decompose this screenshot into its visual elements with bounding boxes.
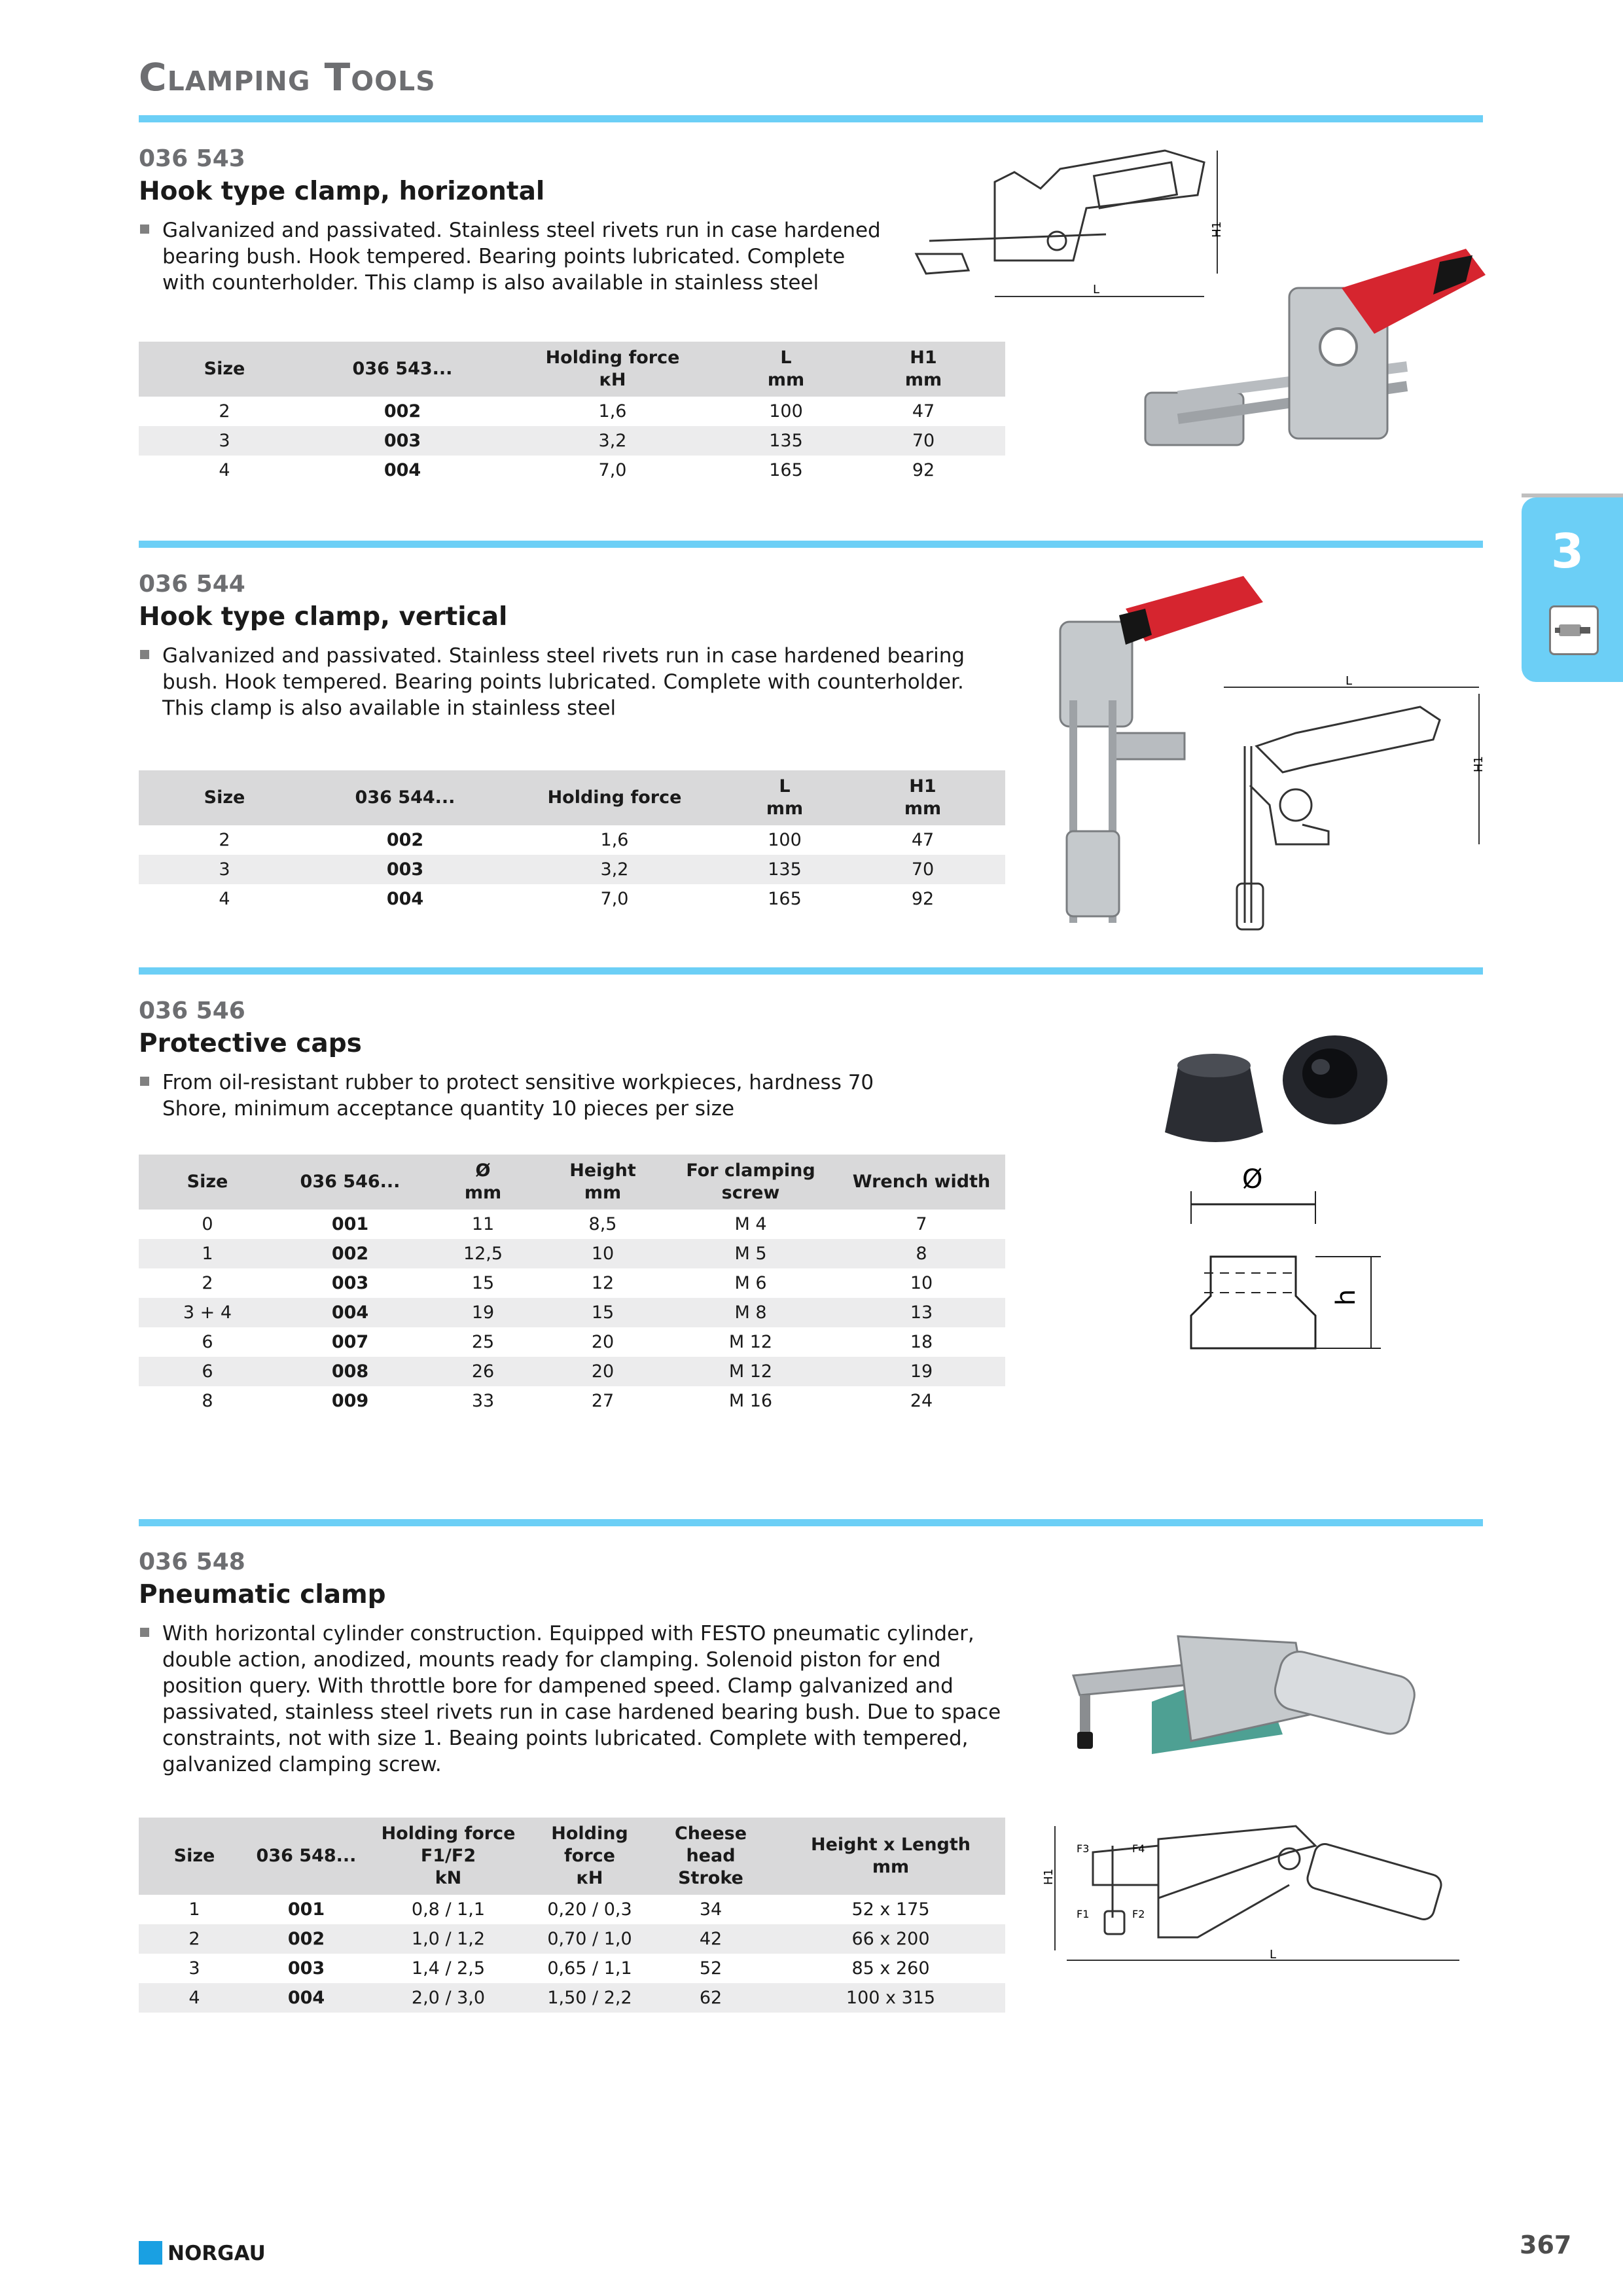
table-cell: 26 — [424, 1357, 542, 1386]
brand-logo-mark — [139, 2241, 162, 2265]
table-cell: M 5 — [664, 1239, 838, 1268]
column-header: Holding force кН — [495, 342, 730, 397]
table-cell: 009 — [331, 1391, 369, 1411]
dimension-label-l: L — [1093, 283, 1100, 296]
table-cell: 008 — [276, 1357, 424, 1386]
table-cell: 12 — [591, 1273, 615, 1293]
table-row — [139, 1327, 1005, 1357]
column-header: 036 546... — [276, 1155, 424, 1210]
protective-cap-drawing — [1178, 1165, 1394, 1361]
table-cell: 20 — [591, 1332, 615, 1352]
pneumatic-clamp-drawing — [1041, 1813, 1472, 1983]
brand-logo-text: NORGAU — [168, 2242, 266, 2265]
table-cell: 004 — [386, 889, 424, 909]
table-cell: 4 — [139, 1983, 250, 2013]
column-header: 036 543... — [310, 342, 495, 397]
column-header: Cheese head Stroke — [645, 1818, 776, 1895]
table-cell: 85 x 260 — [851, 1958, 930, 1979]
dimension-label-h1: H1 — [1472, 756, 1486, 772]
table-cell: M 4 — [734, 1214, 767, 1234]
table-cell: 0,65 / 1,1 — [547, 1958, 632, 1979]
description-text: With horizontal cylinder construction. Equipped with FESTO pneumatic cylinder, double action, anodized, mounts ready for clamping. Solenoid piston for end position query. With throttle bore for dampened speed. Clamp galvanized and passivated, stainless steel rivets run in case hardened bearing bush. Due to space constraints, not with size 1. Beaing points lubricated. Complete with tempered, galvanized clamping screw. — [162, 1622, 1001, 1776]
spec-table — [139, 1818, 1005, 2013]
column-header: Size — [139, 770, 310, 825]
table-row — [139, 1357, 1005, 1386]
bullet-icon — [140, 1077, 149, 1086]
product-description — [140, 1069, 928, 1122]
table-cell: 19 — [424, 1298, 542, 1327]
table-cell: 1,4 / 2,5 — [411, 1958, 486, 1979]
table-cell: M 8 — [664, 1298, 838, 1327]
column-header: Height x Length mm — [776, 1818, 1005, 1895]
article-code: 036 543 — [139, 145, 245, 172]
table-cell: 004 — [383, 460, 421, 480]
column-header: Size — [139, 1155, 276, 1210]
table-cell: 34 — [699, 1899, 722, 1920]
table-cell: 15 — [471, 1273, 495, 1293]
column-header: H1 mm — [840, 770, 1005, 825]
table-cell: 12,5 — [424, 1239, 542, 1268]
column-header: 036 544... — [310, 770, 500, 825]
column-header: Holding force — [500, 770, 729, 825]
product-description — [140, 1621, 1020, 1778]
table-row — [139, 426, 1005, 456]
column-header: Height mm — [542, 1155, 664, 1210]
page-title: Clamping Tools — [139, 55, 436, 99]
dimension-label-l: L — [1346, 674, 1353, 688]
column-header: Wrench width — [838, 1155, 1005, 1210]
table-cell: 10 — [542, 1239, 664, 1268]
force-label-f3: F3 — [1077, 1842, 1090, 1855]
vertical-clamp-drawing — [1217, 674, 1492, 949]
table-cell: 8 — [202, 1391, 213, 1411]
bullet-icon — [140, 650, 149, 659]
product-description — [140, 217, 889, 296]
table-cell: 70 — [842, 426, 1005, 456]
spec-table — [139, 342, 1005, 485]
table-cell: 18 — [910, 1332, 933, 1352]
table-cell: 003 — [287, 1958, 325, 1979]
table-cell: 1 — [139, 1239, 276, 1268]
table-cell: 11 — [471, 1214, 495, 1234]
table-cell: 0,20 / 0,3 — [547, 1899, 632, 1920]
table-cell: 002 — [383, 401, 421, 422]
page-number: 367 — [1520, 2231, 1572, 2259]
table-cell: 10 — [910, 1273, 933, 1293]
table-cell: 8 — [838, 1239, 1005, 1268]
table-cell: 33 — [471, 1391, 495, 1411]
section-divider — [139, 967, 1483, 975]
table-cell: 1,6 — [600, 830, 629, 850]
table-row — [139, 884, 1005, 914]
table-cell: 4 — [219, 460, 230, 480]
description-text: From oil-resistant rubber to protect sensitive workpieces, hardness 70 Shore, minimum acceptance quantity 10 pieces per size — [162, 1071, 874, 1121]
force-label-f1: F1 — [1077, 1908, 1090, 1920]
product-title: Hook type clamp, horizontal — [139, 177, 545, 206]
table-cell: 92 — [912, 460, 935, 480]
table-cell: M 12 — [728, 1332, 773, 1352]
table-cell: 2 — [202, 1273, 213, 1293]
column-header: L mm — [729, 770, 840, 825]
table-cell: 3,2 — [500, 855, 729, 884]
table-row — [139, 397, 1005, 426]
table-cell: 2 — [219, 401, 230, 422]
dimension-label-h1: H1 — [1042, 1869, 1056, 1885]
spec-table — [139, 1155, 1005, 1416]
description-text: Galvanized and passivated. Stainless steel rivets run in case hardened bearing bush. Hook tempered. Bearing points lubricated. Complete with counterholder. This clamp is also available in stainless steel — [162, 644, 965, 720]
table-cell: 4 — [219, 889, 230, 909]
table-cell: 002 — [386, 830, 424, 850]
table-cell: 7 — [916, 1214, 927, 1234]
table-cell: 3,2 — [495, 426, 730, 456]
table-cell: 3 — [188, 1958, 200, 1979]
column-header: L mm — [730, 342, 842, 397]
table-header-row — [139, 1155, 1005, 1210]
table-cell: 135 — [729, 855, 840, 884]
table-cell: 0 — [202, 1214, 213, 1234]
table-cell: 003 — [310, 426, 495, 456]
table-cell: 007 — [331, 1332, 369, 1352]
column-header: Size — [139, 342, 310, 397]
table-cell: 52 x 175 — [851, 1899, 930, 1920]
table-cell: 001 — [287, 1899, 325, 1920]
table-cell: 003 — [331, 1273, 369, 1293]
table-cell: 165 — [768, 889, 802, 909]
table-header-row — [139, 1818, 1005, 1895]
table-cell: 1 — [188, 1899, 200, 1920]
table-cell: 92 — [911, 889, 935, 909]
table-row — [139, 1268, 1005, 1298]
table-cell: 002 — [276, 1239, 424, 1268]
table-cell: 1,50 / 2,2 — [534, 1983, 645, 2013]
table-cell: 42 — [645, 1924, 776, 1954]
table-cell: 165 — [769, 460, 803, 480]
column-header: 036 548... — [250, 1818, 363, 1895]
table-cell: 004 — [250, 1983, 363, 2013]
table-cell: 25 — [471, 1332, 495, 1352]
table-cell: 6 — [139, 1357, 276, 1386]
pneumatic-clamp-photo — [1060, 1623, 1427, 1780]
table-row — [139, 1983, 1005, 2013]
table-row — [139, 1386, 1005, 1416]
table-cell: 0,8 / 1,1 — [411, 1899, 486, 1920]
table-cell: 8,5 — [588, 1214, 617, 1234]
table-cell: 62 — [645, 1983, 776, 2013]
table-cell: 1,6 — [598, 401, 627, 422]
table-cell: 003 — [310, 855, 500, 884]
horizontal-clamp-photo — [1099, 236, 1492, 497]
dimension-label-l: L — [1270, 1948, 1277, 1962]
description-text: Galvanized and passivated. Stainless steel rivets run in case hardened bearing bush. Hook tempered. Bearing points lubricated. Complete with counterholder. This clamp is also available in stainless steel — [162, 219, 881, 295]
table-row — [139, 855, 1005, 884]
bullet-icon — [140, 1628, 149, 1637]
table-cell: 135 — [730, 426, 842, 456]
spec-table — [139, 770, 1005, 914]
column-header: Ø mm — [424, 1155, 542, 1210]
column-header: Holding force F1/F2 kN — [363, 1818, 534, 1895]
table-cell: 27 — [591, 1391, 615, 1411]
table-cell: 13 — [838, 1298, 1005, 1327]
table-header-row — [139, 770, 1005, 825]
table-row — [139, 825, 1005, 855]
column-header: Holding force кН — [534, 1818, 645, 1895]
table-cell: M 6 — [734, 1273, 767, 1293]
table-cell: 7,0 — [598, 460, 627, 480]
table-row — [139, 1954, 1005, 1983]
section-divider — [139, 541, 1483, 548]
table-cell: 47 — [912, 401, 935, 422]
force-label-f4: F4 — [1132, 1842, 1145, 1855]
table-cell: 3 — [139, 855, 310, 884]
table-cell: 004 — [276, 1298, 424, 1327]
table-cell: 6 — [202, 1332, 213, 1352]
bullet-icon — [140, 224, 149, 234]
table-cell: 001 — [331, 1214, 369, 1234]
product-title: Pneumatic clamp — [139, 1580, 386, 1609]
column-header: Size — [139, 1818, 250, 1895]
table-cell: 66 x 200 — [776, 1924, 1005, 1954]
table-cell: 0,70 / 1,0 — [534, 1924, 645, 1954]
table-cell: 2 — [139, 1924, 250, 1954]
product-title: Protective caps — [139, 1029, 362, 1058]
column-header: H1 mm — [842, 342, 1005, 397]
table-cell: 24 — [910, 1391, 933, 1411]
table-cell: M 12 — [664, 1357, 838, 1386]
table-cell: 100 — [769, 401, 803, 422]
table-cell: M 16 — [728, 1391, 773, 1411]
table-row — [139, 1210, 1005, 1239]
table-row — [139, 1239, 1005, 1268]
table-row — [139, 1895, 1005, 1924]
force-label-f2: F2 — [1132, 1908, 1145, 1920]
table-cell: 2 — [219, 830, 230, 850]
product-title: Hook type clamp, vertical — [139, 602, 508, 632]
table-cell: 52 — [699, 1958, 722, 1979]
table-cell: 19 — [838, 1357, 1005, 1386]
table-cell: 15 — [542, 1298, 664, 1327]
table-cell: 2,0 / 3,0 — [363, 1983, 534, 2013]
table-cell: 3 + 4 — [139, 1298, 276, 1327]
table-row — [139, 1298, 1005, 1327]
table-row — [139, 1924, 1005, 1954]
table-cell: 47 — [911, 830, 935, 850]
table-row — [139, 456, 1005, 485]
article-code: 036 546 — [139, 997, 245, 1024]
table-cell: 100 — [768, 830, 802, 850]
table-cell: 7,0 — [600, 889, 629, 909]
table-cell: 3 — [139, 426, 310, 456]
table-cell: 100 x 315 — [776, 1983, 1005, 2013]
dimension-label-h: h — [1331, 1289, 1361, 1306]
chapter-number: 3 — [1551, 524, 1584, 579]
clamp-chapter-icon — [1549, 605, 1599, 655]
article-code: 036 548 — [139, 1549, 245, 1575]
table-cell: 1,0 / 1,2 — [363, 1924, 534, 1954]
table-cell: 002 — [250, 1924, 363, 1954]
protective-caps-photo — [1158, 1028, 1394, 1152]
article-code: 036 544 — [139, 571, 245, 598]
section-divider — [139, 1519, 1483, 1526]
dimension-label-diameter: Ø — [1242, 1164, 1263, 1194]
dimension-label-h1: H1 — [1210, 221, 1224, 238]
product-description — [140, 643, 967, 721]
column-header: For clamping screw — [664, 1155, 838, 1210]
table-cell: 20 — [542, 1357, 664, 1386]
table-cell: 70 — [840, 855, 1005, 884]
table-header-row — [139, 342, 1005, 397]
section-divider — [139, 115, 1483, 122]
